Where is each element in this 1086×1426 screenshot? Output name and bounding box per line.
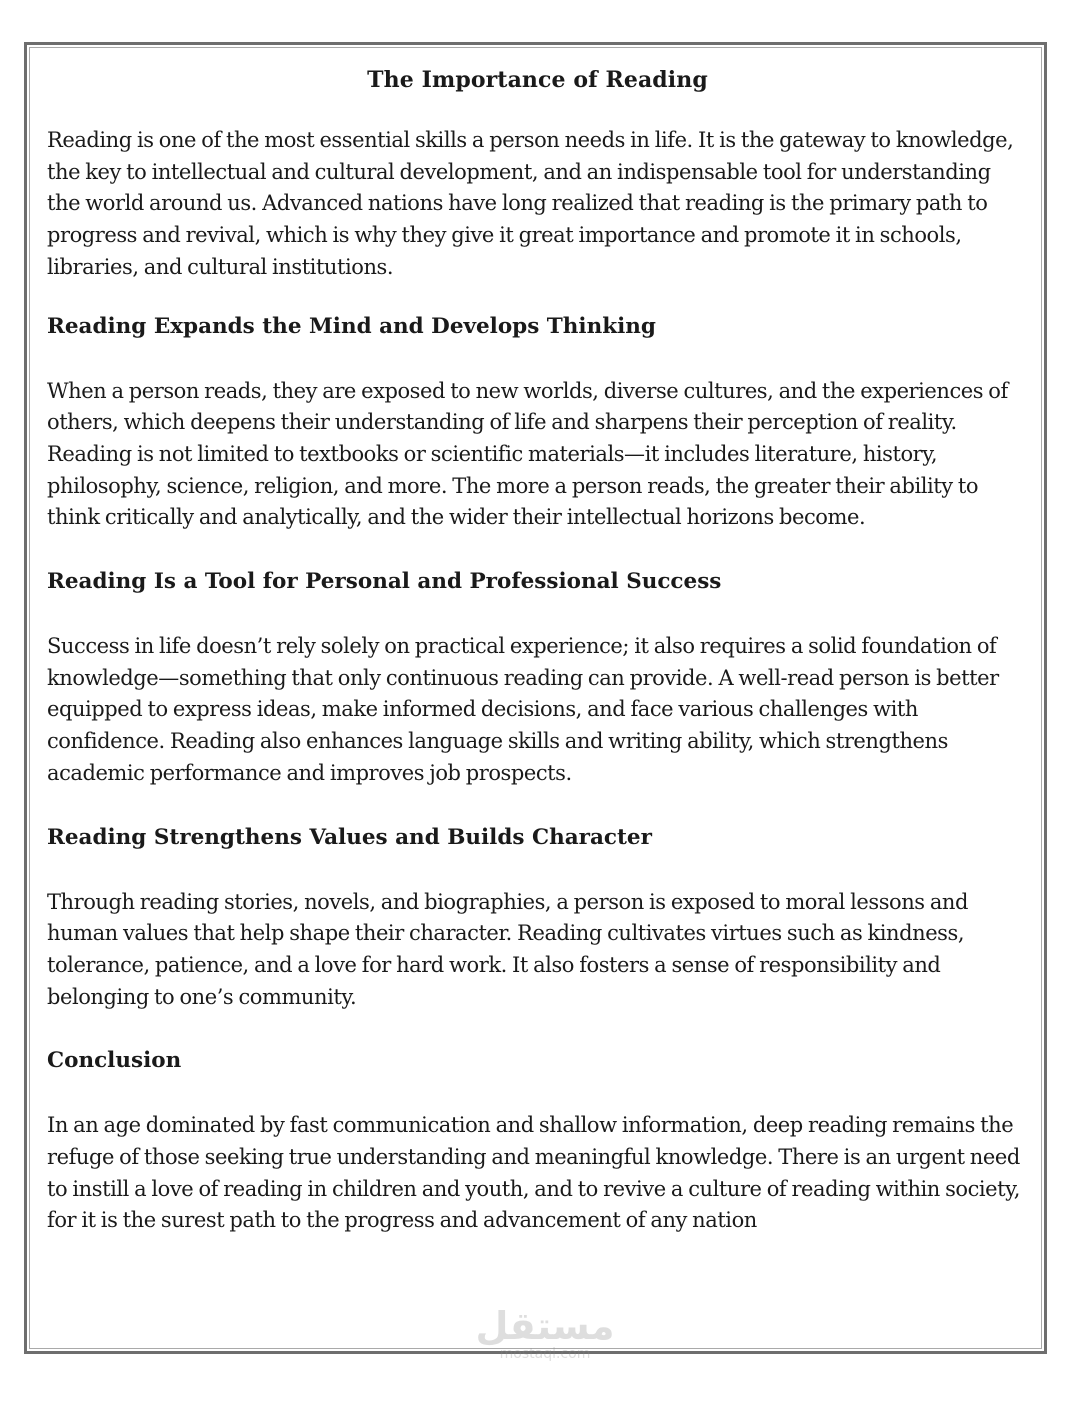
- document-page: [24, 42, 1047, 1354]
- intro-paragraph: Reading is one of the most essential skills a person needs in life. It is the gateway to knowledge, the key to intellectual and cultural development, and an indispensable tool for understanding the world around us. Advanced nations have long realized that reading is the primary path to progress and revival, which is why they give it great importance and promote it in schools, libraries, and cultural institutions.: [47, 128, 1014, 279]
- section-heading-success: Reading Is a Tool for Personal and Professional Success: [47, 569, 722, 595]
- watermark-logo: مستقل: [475, 1304, 615, 1348]
- section-body-conclusion: In an age dominated by fast communication and shallow information, deep reading remains the refuge of those seeking true understanding and meaningful knowledge. There is an urgent need to instill a love of reading in children and youth, and to revive a culture of reading within society, for it is the surest path to the progress and advancement of any nation: [47, 1113, 1020, 1233]
- section-heading-conclusion: Conclusion: [47, 1048, 182, 1074]
- watermark-site: mostaql.com: [499, 1346, 591, 1362]
- section-body-mind: When a person reads, they are exposed to new worlds, diverse cultures, and the experiences of others, which deepens their understanding of life and sharpens their perception of reality. Reading is not limited to textbooks or scientific materials—it includes literature, history, philosophy, science, religion, and more. The more a person reads, the greater their ability to think critically and analytically, and the wider their intellectual horizons become.: [47, 378, 1008, 530]
- section-heading-mind: Reading Expands the Mind and Develops Thinking: [47, 313, 656, 339]
- document-content: [47, 65, 1028, 1270]
- section-heading-values: Reading Strengthens Values and Builds Character: [47, 824, 652, 850]
- section-body-success: Success in life doesn’t rely solely on practical experience; it also requires a solid foundation of knowledge—something that only continuous reading can provide. A well-read person is better equipped to express ideas, make informed decisions, and face various challenges with confidence. Reading also enhances language skills and writing ability, which strengthens academic performance and improves job prospects.: [47, 634, 999, 785]
- section-body-values: Through reading stories, novels, and biographies, a person is exposed to moral lessons and human values that help shape their character. Reading cultivates virtues such as kindness, tolerance, patience, and a love for hard work. It also fosters a sense of responsibility and belonging to one’s community.: [47, 889, 968, 1009]
- document-title: The Importance of Reading: [367, 67, 708, 93]
